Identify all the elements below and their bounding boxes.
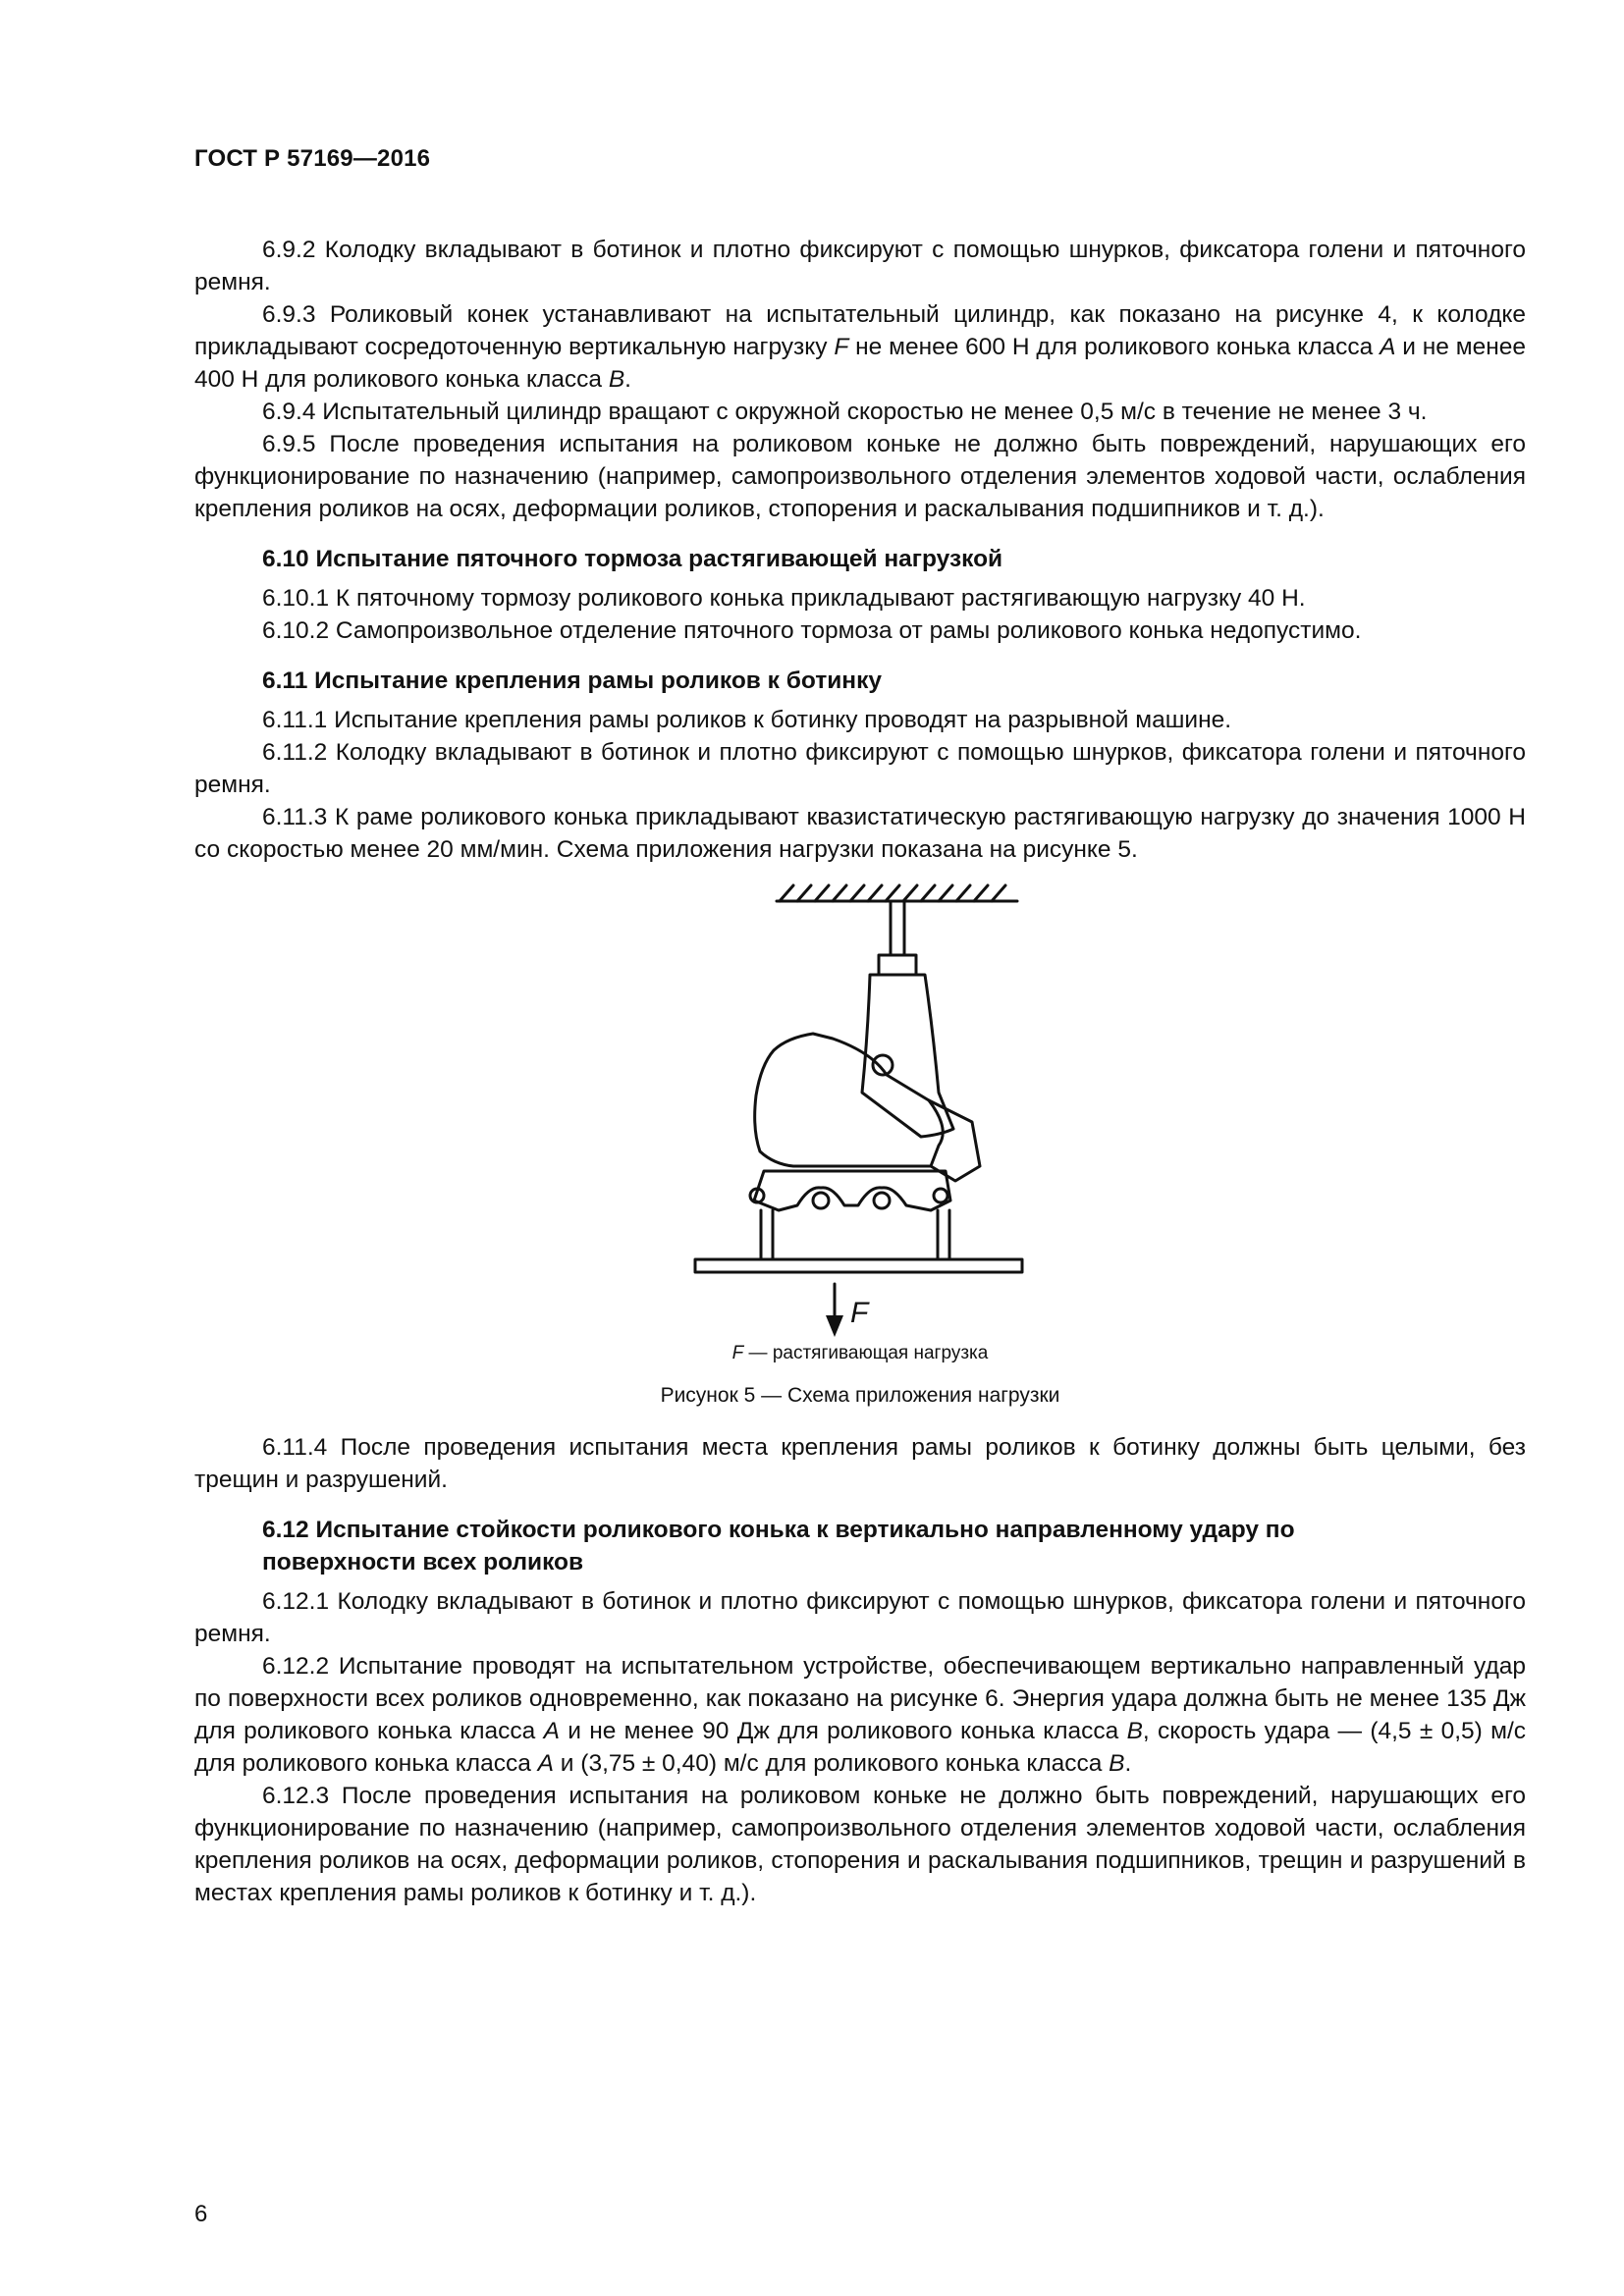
paragraph-6-9-5: 6.9.5 После проведения испытания на роликовом коньке не должно быть повреждений, нарушающих его функционирование по назначению (например, самопроизвольного отделения элементов ходовой части, ослабления крепления роликов на осях, деформации роликов, стопорения и раскалывания подшипников и т. д.). [194,431,1526,522]
paragraph-6-11-1: 6.11.1 Испытание крепления рамы роликов к ботинку проводят на разрывной машине. [262,707,1232,733]
page-number: 6 [194,2201,208,2227]
figure-legend: F — растягивающая нагрузка [731,1343,989,1363]
section-6-12-title: 6.12 Испытание стойкости роликового конька к вертикально направленному удару по поверхности всех роликов [262,1517,1295,1575]
paragraph-6-11-4: 6.11.4 После проведения испытания места крепления рамы роликов к ботинку должны быть целыми, без трещин и разрушений. [194,1434,1526,1493]
force-arrow-head [826,1315,843,1337]
paragraph-6-9-3: 6.9.3 Роликовый конек устанавливают на испытательный цилиндр, как показано на рисунке 4, к колодке прикладывают сосредоточенную вертикальную нагрузку F не менее 600 Н для роликового конька класса A и не менее 400 Н для роликового конька класса B. [194,301,1526,393]
frame-posts [761,1210,949,1259]
section-6-10-title: 6.10 Испытание пяточного тормоза растягивающей нагрузкой [262,546,1003,572]
figure-caption: Рисунок 5 — Схема приложения нагрузки [660,1384,1060,1407]
force-arrow-label: F [850,1297,869,1329]
paragraph-6-12-2: 6.12.2 Испытание проводят на испытательном устройстве, обеспечивающем вертикально направленный удар по поверхности всех роликов одновременно, как показано на рисунке 6. Энергия удара должна быть не менее 135 Дж для роликового конька класса A и не менее 90 Дж для роликового конька класса B, скорость удара — (4,5 ± 0,5) м/с для роликового конька класса A и (3,75 ± 0,40) м/с для роликового конька класса B. [194,1653,1526,1777]
paragraph-6-9-4: 6.9.4 Испытательный цилиндр вращают с окружной скоростью не менее 0,5 м/с в течение не менее 3 ч. [262,399,1428,425]
boot-cuff [862,975,953,1137]
paragraph-6-12-1: 6.12.1 Колодку вкладывают в ботинок и плотно фиксируют с помощью шнурков, фиксатора голени и пяточного ремня. [194,1588,1526,1647]
figure-5 [194,872,1526,1431]
wheel-frame [754,1171,950,1210]
base-plate [695,1259,1022,1272]
load-scheme-diagram [194,872,1526,1343]
paragraph-6-12-3: 6.12.3 После проведения испытания на роликовом коньке не должно быть повреждений, нарушающих его функционирование по назначению (например, самопроизвольного отделения элементов ходовой части, ослабления крепления роликов на осях, деформации роликов, стопорения и раскалывания подшипников, трещин и разрушений в местах крепления рамы роликов к ботинку и т. д.). [194,1783,1526,1906]
fixed-support [777,885,1017,901]
paragraph-6-11-3: 6.11.3 К раме роликового конька прикладывают квазистатическую растягивающую нагрузку до значения 1000 Н со скоростью менее 20 мм/мин. Схема приложения нагрузки показана на рисунке 5. [194,804,1526,863]
paragraph-6-11-2: 6.11.2 Колодку вкладывают в ботинок и плотно фиксируют с помощью шнурков, фиксатора голени и пяточного ремня. [194,739,1526,798]
paragraph-6-10-1: 6.10.1 К пяточному тормозу роликового конька прикладывают растягивающую нагрузку 40 Н. [262,585,1306,612]
clamp-rod [879,901,916,975]
document-header: ГОСТ Р 57169—2016 [194,145,431,172]
paragraph-6-9-2: 6.9.2 Колодку вкладывают в ботинок и плотно фиксируют с помощью шнурков, фиксатора голени и пяточного ремня. [194,237,1526,295]
section-6-11-title: 6.11 Испытание крепления рамы роликов к ботинку [262,667,882,694]
paragraph-6-10-2: 6.10.2 Самопроизвольное отделение пяточного тормоза от рамы роликового конька недопустимо. [262,617,1362,644]
boot-shell [755,1034,944,1166]
page-content [194,145,1526,1909]
